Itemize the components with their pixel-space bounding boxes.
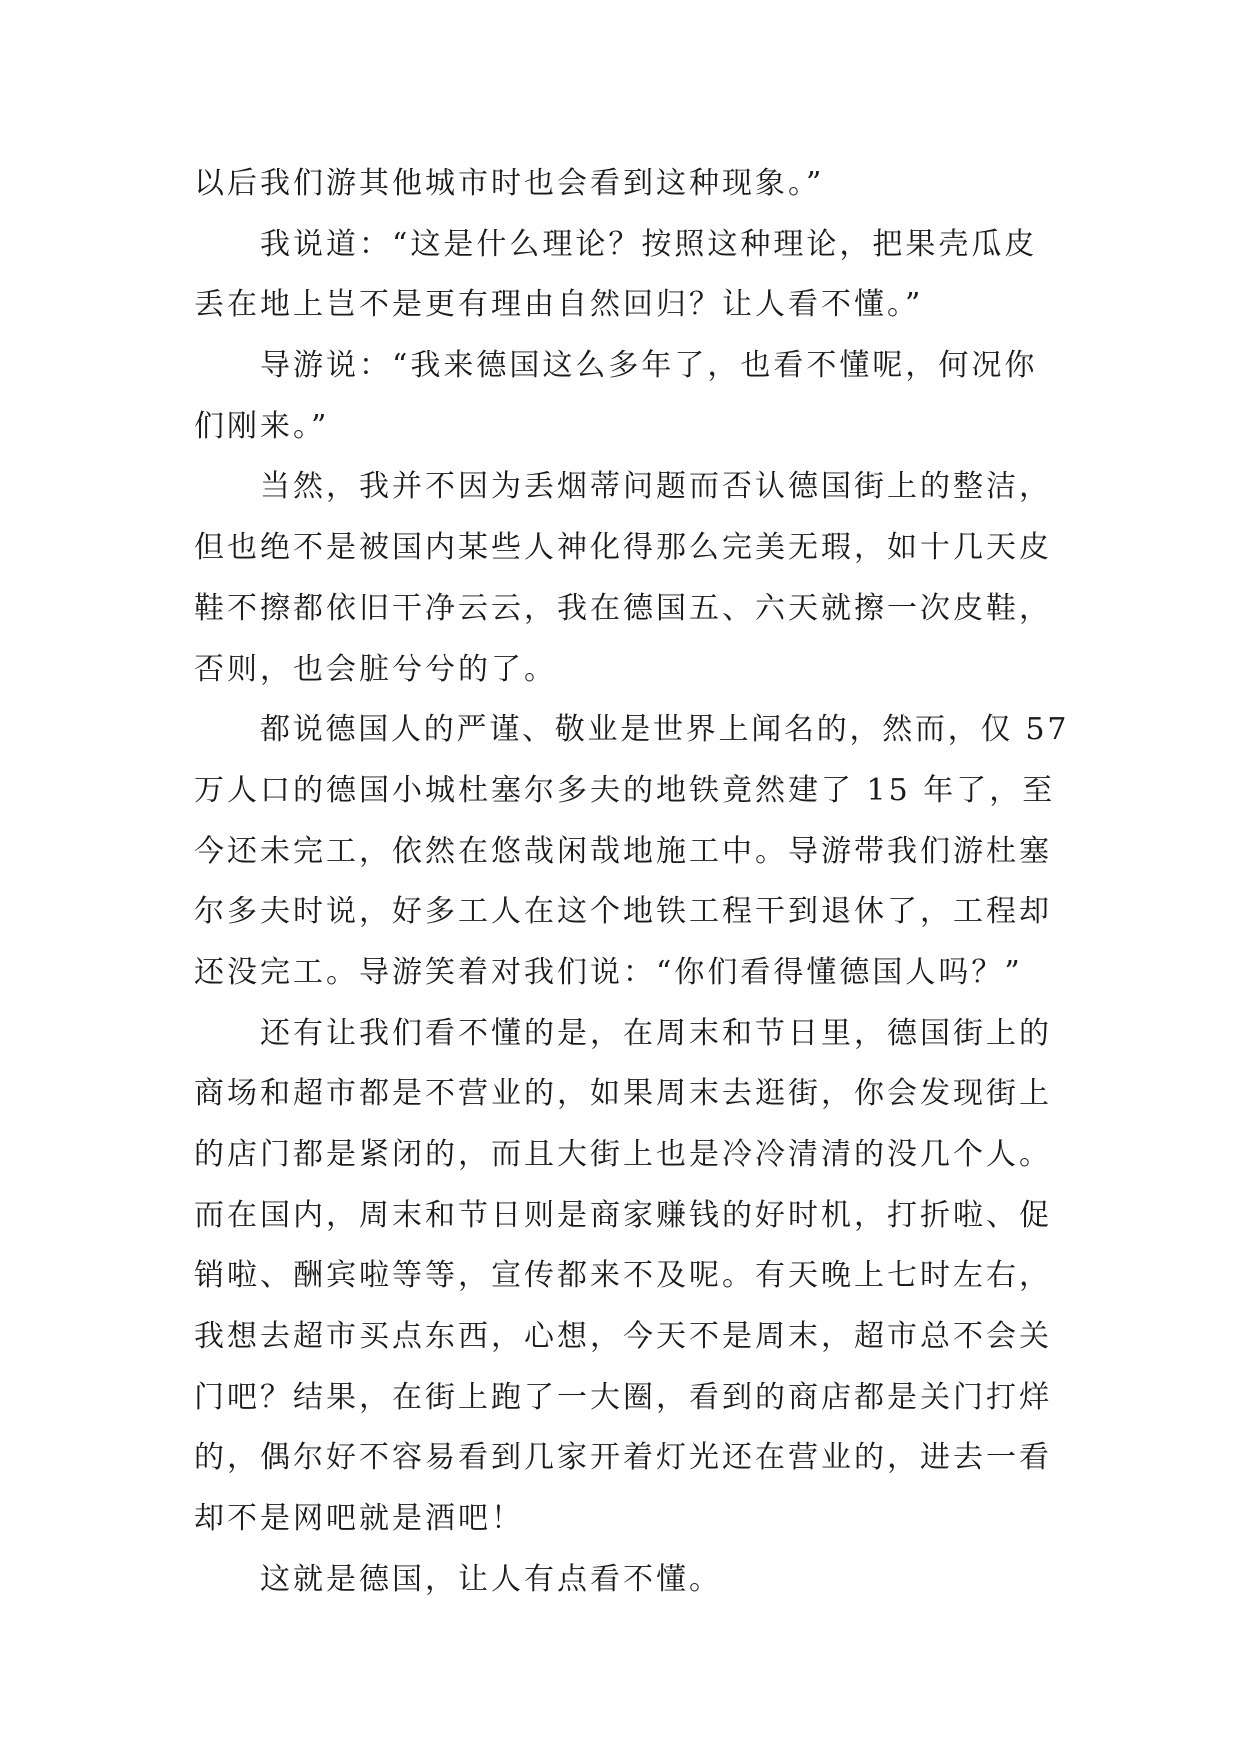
body-text — [194, 154, 1074, 1611]
text-line: 们刚来。” — [194, 408, 330, 444]
text-line: 的店门都是紧闭的，而且大街上也是冷冷清清的没几个人。 — [194, 1137, 1052, 1172]
text-line: 万人口的德国小城杜塞尔多夫的地铁竟然建了 15 年了，至 — [194, 772, 1056, 808]
text-line: 以后我们游其他城市时也会看到这种现象。” — [194, 166, 825, 201]
text-line: 我想去超市买点东西，心想，今天不是周末，超市总不会关 — [194, 1319, 1052, 1355]
text-line: 门吧？结果，在街上跑了一大圈，看到的商店都是关门打烊 — [194, 1379, 1052, 1415]
text-line: 否则，也会脏兮兮的了。 — [194, 651, 557, 687]
text-line: 销啦、酬宾啦等等，宣传都来不及呢。有天晚上七时左右， — [194, 1258, 1052, 1294]
text-line: 还没完工。导游笑着对我们说：“你们看得懂德国人吗？” — [194, 954, 1023, 990]
text-line: 的，偶尔好不容易看到几家开着灯光还在营业的，进去一看 — [194, 1440, 1052, 1476]
text-line: 今还未完工，依然在悠哉闲哉地施工中。导游带我们游杜塞 — [194, 833, 1052, 869]
text-line: 却不是网吧就是酒吧！ — [194, 1501, 524, 1537]
text-line: 鞋不擦都依旧干净云云，我在德国五、六天就擦一次皮鞋， — [194, 590, 1052, 626]
text-line: 但也绝不是被国内某些人神化得那么完美无瑕，如十几天皮 — [194, 530, 1052, 566]
text-line: 都说德国人的严谨、敬业是世界上闻名的，然而，仅 57 — [260, 712, 1070, 748]
text-line: 丢在地上岂不是更有理由自然回归？让人看不懂。” — [194, 287, 924, 323]
text-line: 商场和超市都是不营业的，如果周末去逛街，你会发现街上 — [194, 1076, 1052, 1112]
text-line: 而在国内，周末和节日则是商家赚钱的好时机，打折啦、促 — [194, 1197, 1052, 1233]
text-line: 导游说：“我来德国这么多年了，也看不懂呢，何况你 — [260, 348, 1038, 384]
text-line: 当然，我并不因为丢烟蒂问题而否认德国街上的整洁， — [260, 469, 1052, 505]
text-line: 这就是德国，让人有点看不懂。 — [260, 1561, 722, 1597]
text-line: 我说道：“这是什么理论？按照这种理论，把果壳瓜皮 — [260, 226, 1038, 262]
text-line: 尔多夫时说，好多工人在这个地铁工程干到退休了，工程却 — [194, 894, 1052, 930]
text-line: 还有让我们看不懂的是，在周末和节日里，德国街上的 — [260, 1015, 1052, 1051]
